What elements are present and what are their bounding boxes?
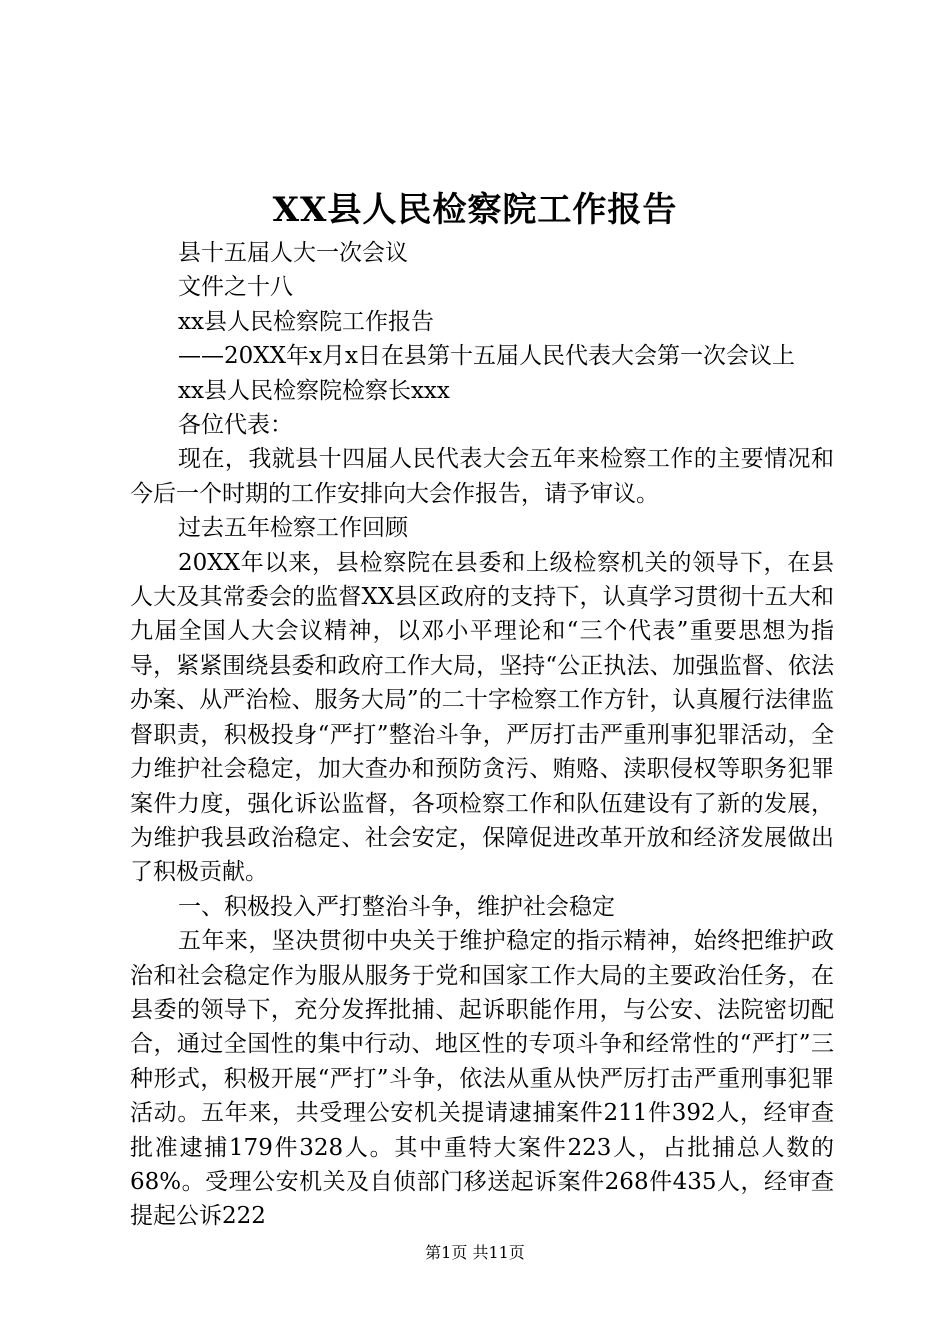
paragraph-five-years: 五年来，坚决贯彻中央关于维护稳定的指示精神，始终把维护政治和社会稳定作为服从服务于党和国家工作大局的主要政治任务，在县委的领导下，充分发挥批捕、起诉职能作用，与公安、法院密切配合，通过全国性的集中行动、地区性的专项斗争和经常性的“严打”三种形式，积极开展“严打”斗争，依法从重从快严厉打击严重刑事犯罪活动。五年来，共受理公安机关提请逮捕案件211件392人，经审查批准逮捕179件328人。其中重特大案件223人，占批捕总人数的68%。受理公安机关及自侦部门移送起诉案件268件435人，经审查提起公诉222 bbox=[130, 928, 834, 1230]
document-title: XX县人民检察院工作报告 bbox=[272, 190, 678, 230]
paragraph-file-number: 文件之十八 bbox=[178, 274, 293, 301]
page-number-footer: 第1页 共11页 bbox=[425, 1243, 525, 1262]
paragraph-salutation: 各位代表： bbox=[178, 412, 293, 439]
paragraph-overview: 20XX年以来，县检察院在县委和上级检察机关的领导下，在县人大及其常委会的监督XX县区政府的支持下，认真学习贯彻十五大和九届全国人大会议精神，以邓小平理论和“三个代表”重要思想为指导，紧紧围绕县委和政府工作大局，坚持“公正执法、加强监督、依法办案、从严治检、服务大局”的二十字检察工作方针，认真履行法律监督职责，积极投身“严打”整治斗争，严厉打击严重刑事犯罪活动，全力维护社会稳定，加大查办和预防贪污、贿赂、渎职侵权等职务犯罪案件力度，强化诉讼监督，各项检察工作和队伍建设有了新的发展，为维护我县政治稳定、社会安定，保障促进改革开放和经济发展做出了积极贡献。 bbox=[130, 549, 834, 886]
paragraph-intro: 现在，我就县十四届人民代表大会五年来检察工作的主要情况和今后一个时期的工作安排向大会作报告，请予审议。 bbox=[130, 446, 834, 507]
section-heading-one: 一、积极投入严打整治斗争，维护社会稳定 bbox=[178, 893, 615, 920]
paragraph-meeting: 县十五届人大一次会议 bbox=[178, 240, 408, 266]
section-heading-review: 过去五年检察工作回顾 bbox=[178, 515, 408, 542]
paragraph-reporter: xx县人民检察院检察长xxx bbox=[178, 377, 450, 404]
document-body bbox=[130, 236, 834, 1234]
paragraph-report-title: xx县人民检察院工作报告 bbox=[178, 308, 434, 335]
paragraph-report-date: ——20XX年x月x日在县第十五届人民代表大会第一次会议上 bbox=[178, 343, 795, 370]
